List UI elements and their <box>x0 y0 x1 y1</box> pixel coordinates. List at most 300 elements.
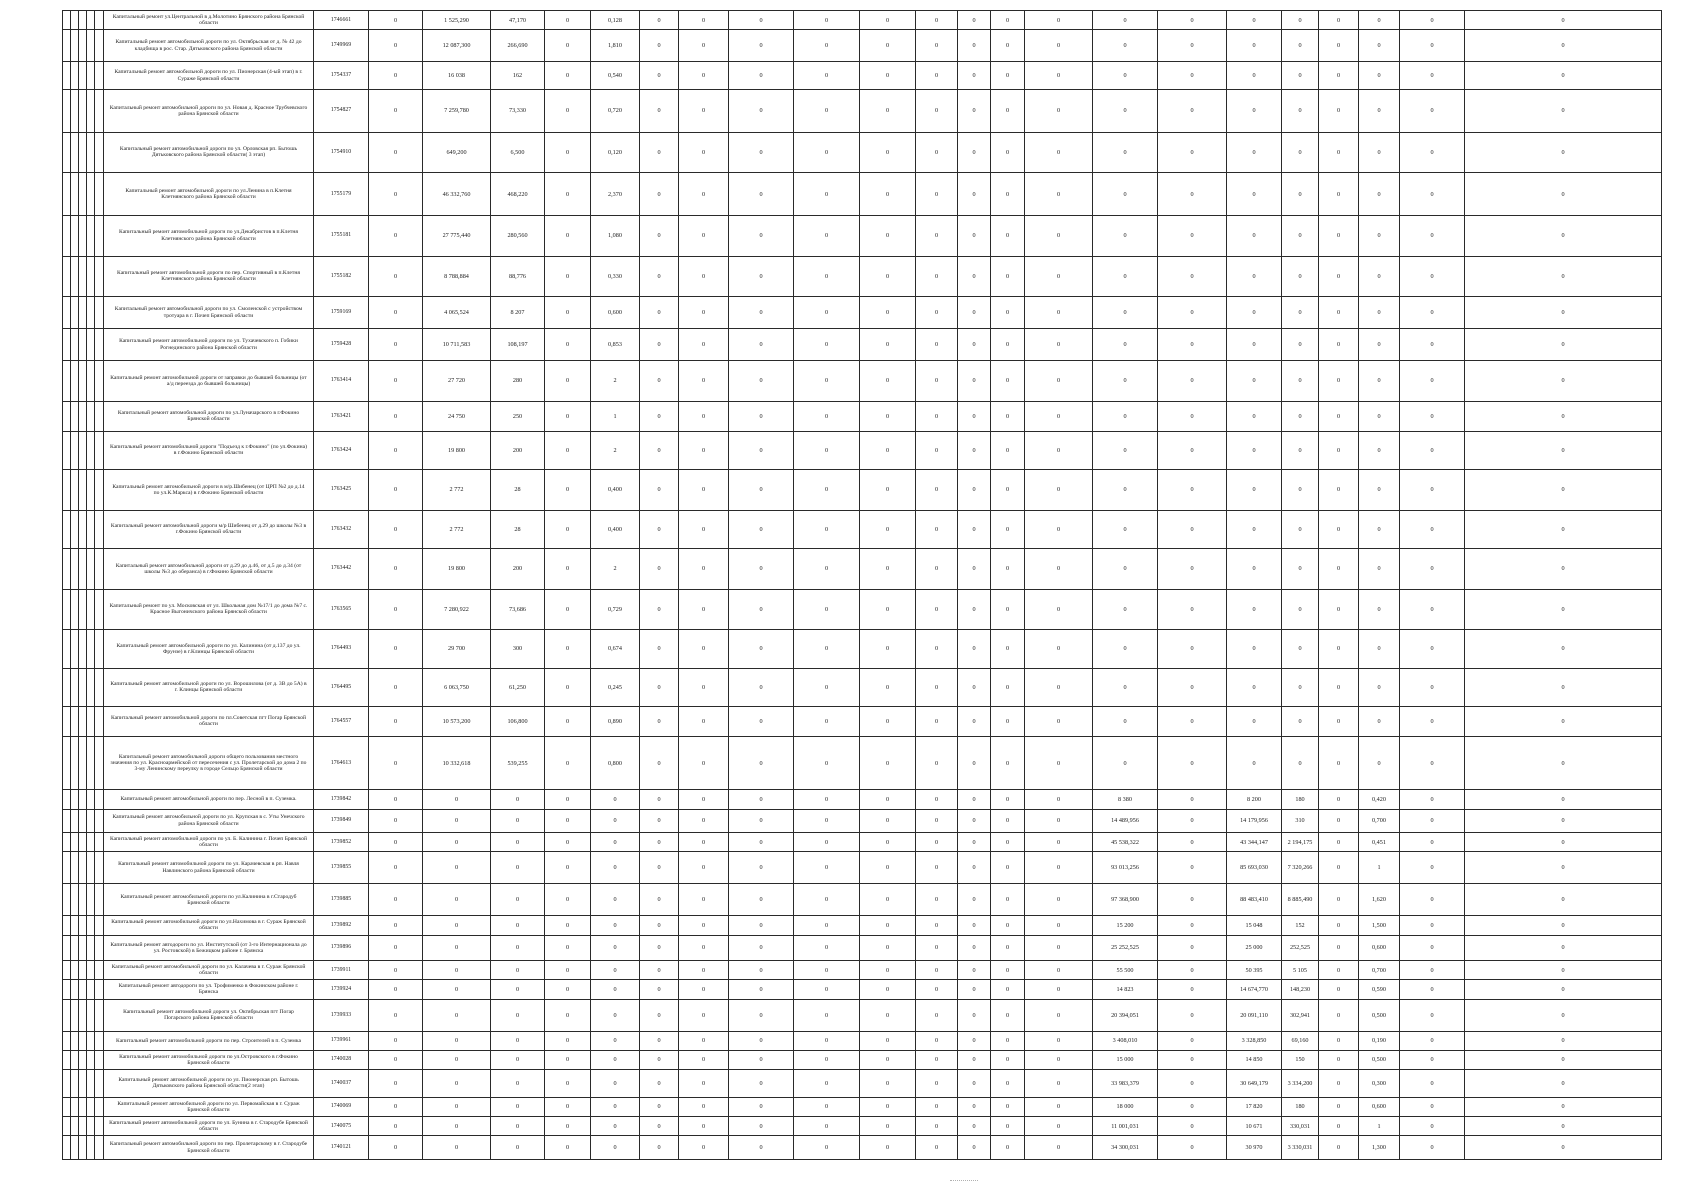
value-cell: 0 <box>591 1050 640 1069</box>
value-cell: 0 <box>679 329 729 361</box>
row-margin-cell <box>63 90 71 133</box>
value-cell: 0 <box>991 329 1025 361</box>
value-cell: 0 <box>1359 401 1400 431</box>
value-cell: 0 <box>1400 884 1465 916</box>
value-cell: 0 <box>860 736 916 789</box>
value-cell: 0 <box>1400 809 1465 832</box>
value-cell: 0 <box>991 980 1025 999</box>
value-cell: 0 <box>1465 470 1662 511</box>
value-cell: 10 711,583 <box>423 329 491 361</box>
value-cell: 14 823 <box>1093 980 1158 999</box>
value-cell: 0,128 <box>591 11 640 30</box>
value-cell: 0 <box>916 549 958 590</box>
table-row <box>63 62 1662 90</box>
value-cell: 0 <box>545 30 591 62</box>
value-cell: 0 <box>640 510 679 548</box>
table-row <box>63 833 1662 852</box>
object-code-cell: 1764495 <box>314 668 369 706</box>
value-cell: 0 <box>1359 90 1400 133</box>
value-cell: 0 <box>640 630 679 668</box>
table-row <box>63 1097 1662 1116</box>
value-cell: 0 <box>1319 736 1359 789</box>
row-margin-cell <box>87 935 95 961</box>
value-cell: 0 <box>1359 549 1400 590</box>
object-name-cell: Капитальный ремонт автомобильной дороги по ул. Карачевская в рп. Навля Навлинского района Брянской области <box>104 852 314 884</box>
value-cell: 0 <box>423 833 491 852</box>
row-margin-cell <box>87 401 95 431</box>
value-cell: 0 <box>958 549 991 590</box>
value-cell: 0 <box>794 90 860 133</box>
value-cell: 0 <box>491 999 545 1031</box>
value-cell: 0 <box>729 1136 794 1160</box>
value-cell: 28 <box>491 470 545 511</box>
object-name-cell: Капитальный ремонт автодороги по ул. Институтской (от 3-го Интернационала до ул. Ростовской) в Бежицком районе г. Брянска <box>104 935 314 961</box>
value-cell: 0 <box>1359 11 1400 30</box>
value-cell: 0 <box>1025 297 1093 329</box>
value-cell: 0 <box>729 999 794 1031</box>
object-name-cell: Капитальный ремонт автомобильной дороги в м/р.Шибенец (от ЦРП №2 до д.14 по ул.К.Маркса) в г.Фокино Брянской области <box>104 470 314 511</box>
value-cell: 0 <box>591 1117 640 1136</box>
value-cell: 0 <box>1319 999 1359 1031</box>
value-cell: 0 <box>1227 630 1282 668</box>
value-cell: 0 <box>545 961 591 980</box>
value-cell: 0 <box>729 132 794 173</box>
row-margin-cell <box>87 916 95 935</box>
value-cell: 0 <box>1158 132 1227 173</box>
value-cell: 0 <box>1227 736 1282 789</box>
value-cell: 0 <box>1158 916 1227 935</box>
row-margin-cell <box>79 980 87 999</box>
value-cell: 0 <box>860 470 916 511</box>
value-cell: 0 <box>860 999 916 1031</box>
value-cell: 0 <box>1093 736 1158 789</box>
value-cell: 0 <box>729 980 794 999</box>
value-cell: 0 <box>916 361 958 402</box>
row-margin-cell <box>79 549 87 590</box>
value-cell: 0 <box>1227 11 1282 30</box>
value-cell: 0 <box>1465 256 1662 297</box>
value-cell: 0 <box>1400 916 1465 935</box>
row-margin-cell <box>71 470 79 511</box>
value-cell: 0 <box>958 297 991 329</box>
value-cell: 0 <box>640 852 679 884</box>
value-cell: 0 <box>640 707 679 737</box>
value-cell: 6 063,750 <box>423 668 491 706</box>
value-cell: 0 <box>1282 736 1319 789</box>
value-cell: 0 <box>860 589 916 630</box>
value-cell: 0 <box>640 431 679 469</box>
value-cell: 0 <box>545 256 591 297</box>
object-code-cell: 1754910 <box>314 132 369 173</box>
value-cell: 0 <box>1359 470 1400 511</box>
value-cell: 0 <box>1025 1050 1093 1069</box>
value-cell: 0 <box>729 589 794 630</box>
value-cell: 0 <box>991 470 1025 511</box>
value-cell: 0 <box>958 1097 991 1116</box>
row-margin-cell <box>71 1097 79 1116</box>
value-cell: 0 <box>991 256 1025 297</box>
value-cell: 0 <box>679 549 729 590</box>
value-cell: 0 <box>1400 852 1465 884</box>
row-margin-cell <box>71 809 79 832</box>
value-cell: 0,800 <box>591 736 640 789</box>
value-cell: 73,686 <box>491 589 545 630</box>
value-cell: 0 <box>423 809 491 832</box>
value-cell: 0 <box>1319 361 1359 402</box>
value-cell: 0 <box>991 999 1025 1031</box>
row-margin-cell <box>63 1097 71 1116</box>
row-margin-cell <box>95 132 104 173</box>
value-cell: 0 <box>860 833 916 852</box>
table-row <box>63 90 1662 133</box>
object-name-cell: Капитальный ремонт автомобильной дороги по ул. Бунина в г. Стародубе Брянской области <box>104 1117 314 1136</box>
value-cell: 0 <box>640 549 679 590</box>
value-cell: 0 <box>1025 470 1093 511</box>
value-cell: 0,600 <box>1359 1097 1400 1116</box>
value-cell: 0 <box>679 1070 729 1098</box>
value-cell: 0 <box>991 1117 1025 1136</box>
object-name-cell: Капитальный ремонт автомобильной дороги по пер. Строителей в п. Суземка <box>104 1031 314 1050</box>
value-cell: 0 <box>958 630 991 668</box>
value-cell: 0 <box>958 90 991 133</box>
value-cell: 0 <box>1025 361 1093 402</box>
value-cell: 0,400 <box>591 510 640 548</box>
table-row <box>63 999 1662 1031</box>
value-cell: 1,300 <box>1359 1136 1400 1160</box>
value-cell: 1 <box>1359 1117 1400 1136</box>
value-cell: 0 <box>1359 510 1400 548</box>
value-cell: 0 <box>1465 980 1662 999</box>
value-cell: 0 <box>679 961 729 980</box>
value-cell: 0 <box>591 980 640 999</box>
value-cell: 0 <box>1282 630 1319 668</box>
value-cell: 0 <box>794 1031 860 1050</box>
value-cell: 0 <box>1282 132 1319 173</box>
row-margin-cell <box>95 361 104 402</box>
value-cell: 0 <box>794 132 860 173</box>
value-cell: 0 <box>545 401 591 431</box>
value-cell: 0 <box>1319 980 1359 999</box>
table-row <box>63 809 1662 832</box>
value-cell: 0 <box>1025 668 1093 706</box>
value-cell: 0 <box>1319 11 1359 30</box>
value-cell: 0 <box>679 707 729 737</box>
value-cell: 200 <box>491 431 545 469</box>
value-cell: 0 <box>679 90 729 133</box>
row-margin-cell <box>79 790 87 809</box>
value-cell: 0 <box>1319 1031 1359 1050</box>
value-cell: 0 <box>860 431 916 469</box>
value-cell: 0 <box>916 132 958 173</box>
value-cell: 0 <box>640 790 679 809</box>
object-code-cell: 1746661 <box>314 11 369 30</box>
value-cell: 0 <box>958 173 991 216</box>
value-cell: 0 <box>860 11 916 30</box>
value-cell: 0,729 <box>591 589 640 630</box>
row-margin-cell <box>87 470 95 511</box>
row-margin-cell <box>63 30 71 62</box>
object-name-cell: Капитальный ремонт автомобильной дороги по пл.Советская пгт Погар Брянской области <box>104 707 314 737</box>
value-cell: 0 <box>679 173 729 216</box>
value-cell: 0 <box>591 961 640 980</box>
value-cell: 0 <box>1025 1117 1093 1136</box>
value-cell: 0 <box>794 401 860 431</box>
row-margin-cell <box>63 62 71 90</box>
value-cell: 0 <box>369 736 423 789</box>
value-cell: 0 <box>991 510 1025 548</box>
object-code-cell: 1759428 <box>314 329 369 361</box>
value-cell: 0,853 <box>591 329 640 361</box>
row-margin-cell <box>63 1031 71 1050</box>
value-cell: 0 <box>1319 589 1359 630</box>
value-cell: 0 <box>640 173 679 216</box>
value-cell: 0 <box>679 833 729 852</box>
value-cell: 0 <box>794 30 860 62</box>
value-cell: 0 <box>794 11 860 30</box>
value-cell: 0 <box>958 1050 991 1069</box>
row-margin-cell <box>87 852 95 884</box>
value-cell: 50 395 <box>1227 961 1282 980</box>
value-cell: 0 <box>1359 297 1400 329</box>
value-cell: 0 <box>729 11 794 30</box>
table-row <box>63 790 1662 809</box>
value-cell: 0 <box>1025 980 1093 999</box>
table-row <box>63 256 1662 297</box>
object-name-cell: Капитальный ремонт автомобильной дороги ул. Октябрьская пгт Погар Погарского района Брянской области <box>104 999 314 1031</box>
value-cell: 0 <box>1400 549 1465 590</box>
row-margin-cell <box>63 361 71 402</box>
value-cell: 0 <box>640 833 679 852</box>
value-cell: 150 <box>1282 1050 1319 1069</box>
value-cell: 0 <box>1227 668 1282 706</box>
row-margin-cell <box>71 790 79 809</box>
value-cell: 0 <box>1400 1070 1465 1098</box>
value-cell: 0 <box>1025 431 1093 469</box>
value-cell: 0 <box>1282 510 1319 548</box>
value-cell: 14 489,956 <box>1093 809 1158 832</box>
value-cell: 2,370 <box>591 173 640 216</box>
value-cell: 0 <box>1158 1050 1227 1069</box>
row-margin-cell <box>71 431 79 469</box>
value-cell: 69,160 <box>1282 1031 1319 1050</box>
value-cell: 0 <box>794 1050 860 1069</box>
value-cell: 0 <box>545 431 591 469</box>
row-margin-cell <box>71 935 79 961</box>
value-cell: 0 <box>991 30 1025 62</box>
value-cell: 0,700 <box>1359 961 1400 980</box>
row-margin-cell <box>87 707 95 737</box>
value-cell: 4 065,524 <box>423 297 491 329</box>
row-margin-cell <box>87 999 95 1031</box>
value-cell: 0 <box>1282 11 1319 30</box>
object-name-cell: Капитальный ремонт автомобильной дороги по ул. Калинина (от д.137 до ул. Фрунзе) в г.Клинцы Брянской области <box>104 630 314 668</box>
value-cell: 0 <box>1093 90 1158 133</box>
value-cell: 0 <box>991 790 1025 809</box>
value-cell: 0 <box>729 30 794 62</box>
row-margin-cell <box>95 173 104 216</box>
value-cell: 0 <box>1093 401 1158 431</box>
value-cell: 0 <box>991 916 1025 935</box>
value-cell: 0 <box>1227 30 1282 62</box>
value-cell: 2 <box>591 361 640 402</box>
table-row <box>63 401 1662 431</box>
value-cell: 0 <box>958 707 991 737</box>
value-cell: 0 <box>1465 215 1662 256</box>
value-cell: 0 <box>729 297 794 329</box>
value-cell: 0 <box>729 1097 794 1116</box>
value-cell: 0 <box>679 1050 729 1069</box>
row-margin-cell <box>95 630 104 668</box>
row-margin-cell <box>79 935 87 961</box>
object-name-cell: Капитальный ремонт автомобильной дороги от заправки до бывшей больницы (от а/д переезда до бывшей больницы) <box>104 361 314 402</box>
object-name-cell: Капитальный ремонт автомобильной дороги по ул. Крупская в с. Уты Унечского района Брянской области <box>104 809 314 832</box>
value-cell: 8 788,884 <box>423 256 491 297</box>
row-margin-cell <box>63 297 71 329</box>
value-cell: 0 <box>1025 935 1093 961</box>
object-code-cell: 1763414 <box>314 361 369 402</box>
value-cell: 0 <box>679 999 729 1031</box>
value-cell: 0 <box>369 297 423 329</box>
value-cell: 0 <box>640 90 679 133</box>
row-margin-cell <box>71 852 79 884</box>
value-cell: 0 <box>1282 329 1319 361</box>
value-cell: 0 <box>1319 961 1359 980</box>
value-cell: 8 380 <box>1093 790 1158 809</box>
value-cell: 0 <box>991 852 1025 884</box>
value-cell: 0 <box>545 630 591 668</box>
value-cell: 0 <box>794 809 860 832</box>
value-cell: 18 000 <box>1093 1097 1158 1116</box>
row-margin-cell <box>79 736 87 789</box>
value-cell: 0 <box>1025 1031 1093 1050</box>
value-cell: 0 <box>369 668 423 706</box>
value-cell: 0 <box>991 809 1025 832</box>
row-margin-cell <box>87 132 95 173</box>
value-cell: 0,245 <box>591 668 640 706</box>
value-cell: 0 <box>1227 90 1282 133</box>
row-margin-cell <box>63 833 71 852</box>
row-margin-cell <box>71 30 79 62</box>
value-cell: 24 750 <box>423 401 491 431</box>
row-margin-cell <box>71 589 79 630</box>
value-cell: 0 <box>991 1070 1025 1098</box>
value-cell: 0 <box>729 256 794 297</box>
value-cell: 0 <box>1158 62 1227 90</box>
value-cell: 1,620 <box>1359 884 1400 916</box>
value-cell: 0 <box>1465 297 1662 329</box>
value-cell: 0 <box>423 1097 491 1116</box>
value-cell: 0 <box>958 470 991 511</box>
value-cell: 0 <box>1465 1136 1662 1160</box>
value-cell: 0 <box>860 1117 916 1136</box>
row-margin-cell <box>63 589 71 630</box>
value-cell: 0 <box>1400 707 1465 737</box>
value-cell: 0 <box>991 90 1025 133</box>
row-margin-cell <box>87 589 95 630</box>
row-margin-cell <box>63 173 71 216</box>
object-name-cell: Капитальный ремонт автомобильной дороги по ул. Ворошилова (от д. 3В до 5А) в г. Клинцы Брянской области <box>104 668 314 706</box>
value-cell: 0 <box>991 833 1025 852</box>
value-cell: 0 <box>679 935 729 961</box>
object-code-cell: 1759169 <box>314 297 369 329</box>
value-cell: 0 <box>1158 630 1227 668</box>
object-code-cell: 1739933 <box>314 999 369 1031</box>
row-margin-cell <box>79 1117 87 1136</box>
value-cell: 8 207 <box>491 297 545 329</box>
value-cell: 0 <box>991 884 1025 916</box>
value-cell: 0 <box>491 1031 545 1050</box>
value-cell: 0 <box>1158 1097 1227 1116</box>
value-cell: 0 <box>958 884 991 916</box>
value-cell: 0 <box>1400 215 1465 256</box>
value-cell: 0 <box>794 1097 860 1116</box>
value-cell: 0 <box>640 736 679 789</box>
value-cell: 0 <box>729 833 794 852</box>
value-cell: 0 <box>1319 297 1359 329</box>
value-cell: 0 <box>1400 630 1465 668</box>
row-margin-cell <box>79 62 87 90</box>
value-cell: 0 <box>794 935 860 961</box>
value-cell: 0 <box>1465 1031 1662 1050</box>
value-cell: 0 <box>1025 329 1093 361</box>
value-cell: 0 <box>1093 329 1158 361</box>
value-cell: 0 <box>1400 256 1465 297</box>
value-cell: 0 <box>1465 790 1662 809</box>
value-cell: 0 <box>491 961 545 980</box>
value-cell: 0 <box>1319 630 1359 668</box>
value-cell: 0 <box>729 431 794 469</box>
value-cell: 0 <box>794 668 860 706</box>
object-code-cell: 1739961 <box>314 1031 369 1050</box>
table-row <box>63 1070 1662 1098</box>
value-cell: 0 <box>916 215 958 256</box>
value-cell: 0 <box>1465 361 1662 402</box>
value-cell: 0 <box>1282 90 1319 133</box>
value-cell: 0 <box>1093 549 1158 590</box>
value-cell: 0 <box>860 630 916 668</box>
object-name-cell: Капитальный ремонт автомобильной дороги по ул. Тухачевского п. Гобики Рогнединского района Брянской области <box>104 329 314 361</box>
value-cell: 0 <box>794 852 860 884</box>
object-code-cell: 1739892 <box>314 916 369 935</box>
value-cell: 0 <box>423 1031 491 1050</box>
value-cell: 0 <box>958 852 991 884</box>
value-cell: 0 <box>1319 935 1359 961</box>
value-cell: 0 <box>1093 256 1158 297</box>
value-cell: 0 <box>1465 916 1662 935</box>
value-cell: 0 <box>916 999 958 1031</box>
value-cell: 0 <box>1359 30 1400 62</box>
value-cell: 0 <box>1158 215 1227 256</box>
value-cell: 0 <box>1158 668 1227 706</box>
value-cell: 0 <box>794 833 860 852</box>
value-cell: 0 <box>916 630 958 668</box>
value-cell: 0 <box>679 916 729 935</box>
object-name-cell: Капитальный ремонт ул.Центральной в д.Молотино Брянского района Брянской области <box>104 11 314 30</box>
value-cell: 0 <box>369 62 423 90</box>
value-cell: 0 <box>640 589 679 630</box>
object-name-cell: Капитальный ремонт автомобильной дороги по ул. Смоленской с устройством тротуара в г. Почеп Брянской области <box>104 297 314 329</box>
row-margin-cell <box>87 1050 95 1069</box>
value-cell: 0 <box>916 790 958 809</box>
value-cell: 1 <box>591 401 640 431</box>
value-cell: 0 <box>369 589 423 630</box>
row-margin-cell <box>71 173 79 216</box>
value-cell: 0 <box>679 132 729 173</box>
value-cell: 0 <box>679 11 729 30</box>
value-cell: 0 <box>1025 510 1093 548</box>
value-cell: 0 <box>860 1050 916 1069</box>
row-margin-cell <box>79 215 87 256</box>
